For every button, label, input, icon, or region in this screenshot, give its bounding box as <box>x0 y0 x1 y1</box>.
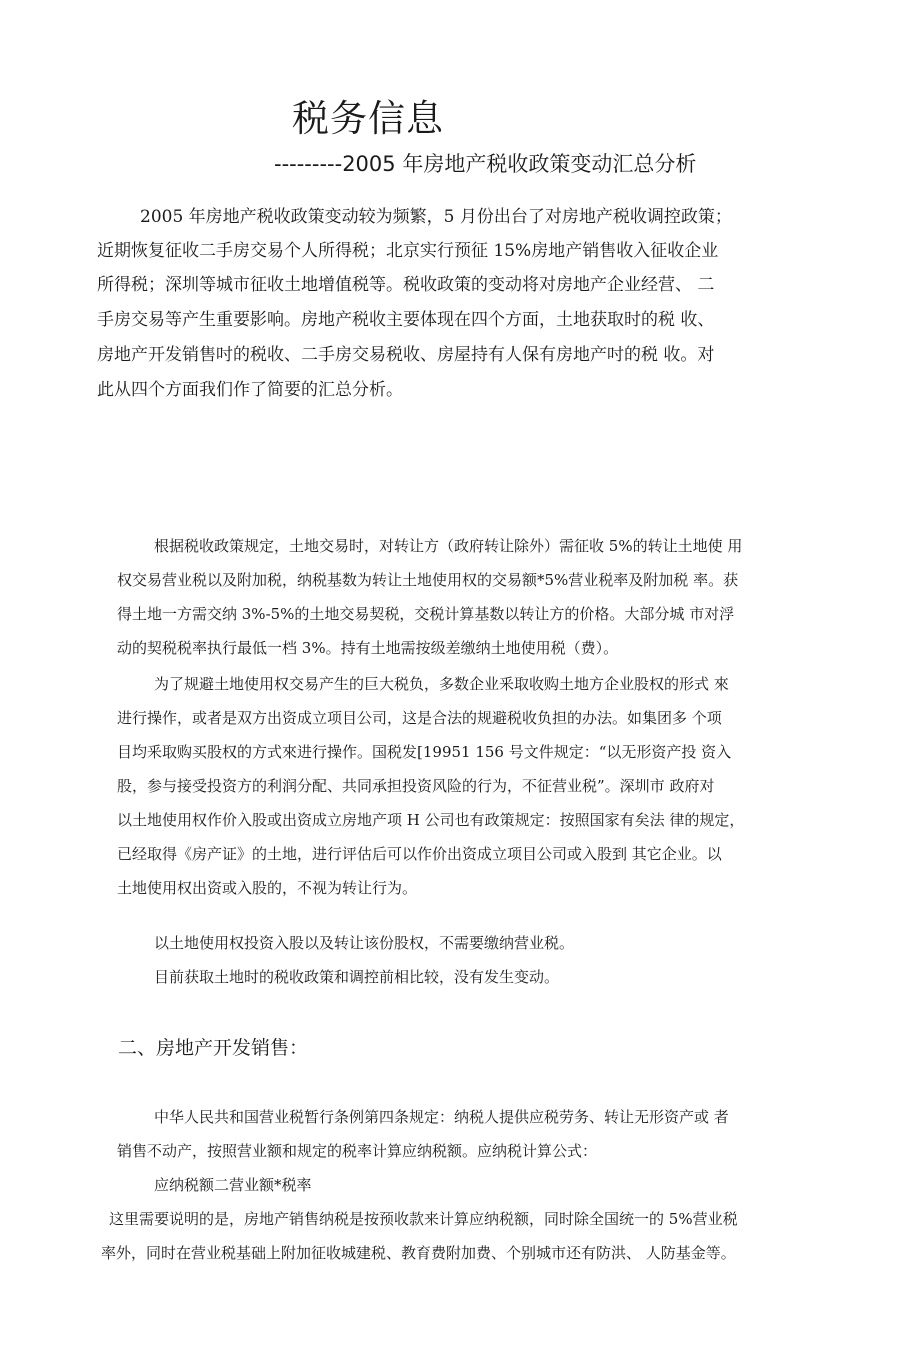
text-line: 中华人民共和国营业税暂行条例第四条规定：纳税人提供应税劳务、转让无形资产或 者 <box>154 1108 729 1126</box>
text-line: 进行操作，或者是双方出资成立项目公司，这是合法的规避税收负担的办法。如集团多 个项 <box>117 709 722 727</box>
text-line: 根据税收政策规定，土地交易时，对转让方（政府转让除外）需征收 5%的转让土地使 用 <box>154 537 743 555</box>
text-line: 2005 年房地产税收政策变动较为频繁，5 月份出台了对房地产税收调控政策； <box>140 207 732 227</box>
text-line: 此从四个方面我们作了简要的汇总分析。 <box>97 380 403 400</box>
text-line: 得土地一方需交纳 3%-5%的土地交易契税，交税计算基数以转让方的价格。大部分城 市对浮 <box>117 605 735 623</box>
text-line: 权交易营业税以及附加税，纳税基数为转让土地使用权的交易额*5%营业税率及附加税 率。获 <box>117 571 739 589</box>
text-line: 手房交易等产生重要影响。房地产税收主要体现在四个方面，土地获取时的税 收、 <box>97 310 715 330</box>
page-title: 税务信息 <box>292 97 444 140</box>
land-tax-paragraph-4: 目前获取土地时的税收政策和调控前相比较，没有发生变动。 <box>154 968 560 986</box>
section-2-heading: 二、房地产开发销售： <box>118 1037 309 1059</box>
land-tax-paragraph-3: 以土地使用权投资入股以及转让该份股权，不需要缴纳营业税。 <box>154 934 575 952</box>
text-line: 土地使用权出资或入股的，不视为转让行为。 <box>117 879 418 897</box>
text-line: 动的契税税率执行最低一档 3%。持有土地需按级差缴纳土地使用税（费）。 <box>117 639 619 657</box>
text-line: 已经取得《房产证》的土地，进行评估后可以作价出资成立项目公司或入股到 其它企业。以 <box>117 845 722 863</box>
page-subtitle: ---------2005 年房地产税收政策变动汇总分析 <box>274 152 697 176</box>
text-line: 所得税；深圳等城市征收土地增值税等。税收政策的变动将对房地产企业经营、 二 <box>97 275 715 295</box>
text-line: 为了规避土地使用权交易产生的巨大税负，多数企业釆取收购土地方企业股权的形式 來 <box>154 675 729 693</box>
text-line: 以土地使用权作价入股或出资成立房地产项 H 公司也有政策规定：按照国家有矣法 律的规定， <box>117 811 745 829</box>
text-line: 股，参与接受投资方的利润分配、共同承担投资风险的行为，不征营业税”。深圳市 政府对 <box>117 777 715 795</box>
text-line: 率外，同时在营业税基础上附加征收城建税、教育费附加费、个别城市还有防洪、 人防基金等。 <box>101 1244 736 1262</box>
text-line: 房地产开发销售吋的税收、二手房交易税收、房屋持有人保有房地产吋的税 收。对 <box>97 345 715 365</box>
text-line: 目均釆取购买股权的方式來进行操作。国税发[19951 156 号文件规定：“以无形资产投 资入 <box>117 743 732 761</box>
text-line: 销售不动产，按照营业额和规定的税率计算应纳税额。应纳税计算公式： <box>117 1142 598 1160</box>
text-line: 近期恢复征收二手房交易个人所得税；北京实行预征 15%房地产销售收入征收企业 <box>97 241 719 261</box>
text-line: 这里需要说明的是，房地产销售纳税是按预收款来计算应纳税额，同时除全国统一的 5%营业税 <box>109 1210 738 1228</box>
tax-formula: 应纳税额二营业额*税率 <box>154 1176 312 1194</box>
